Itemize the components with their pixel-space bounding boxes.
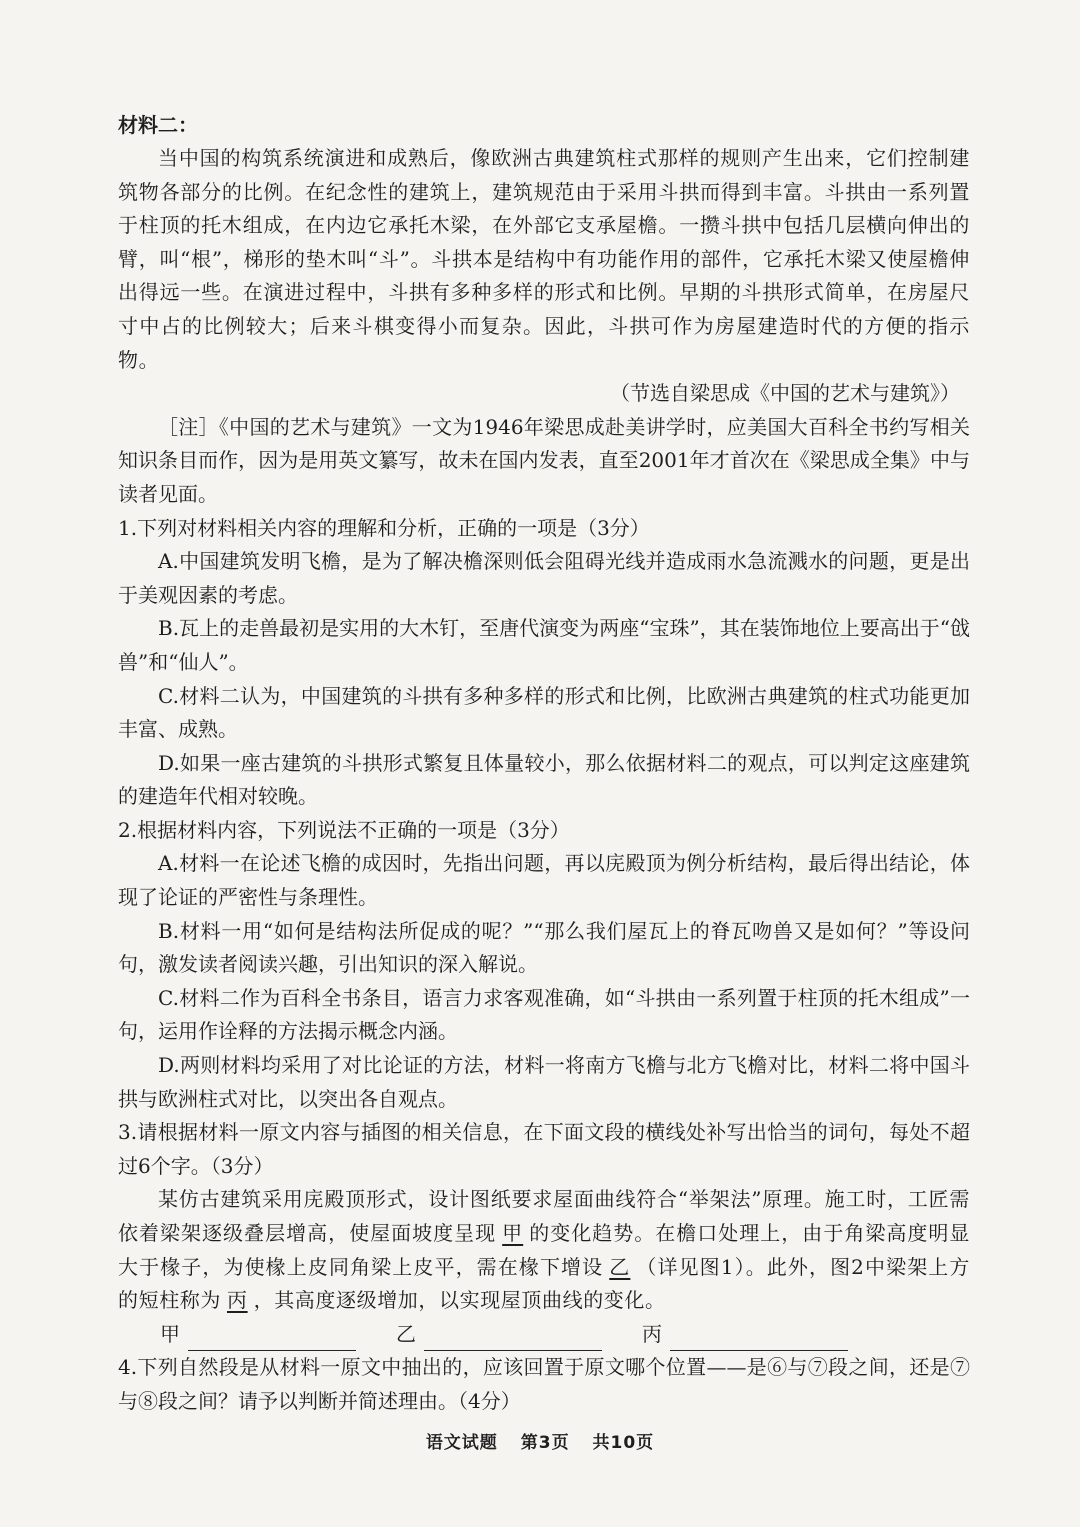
source-citation: （节选自梁思成《中国的艺术与建筑》） — [610, 381, 960, 406]
answer-label-yi: 乙 — [396, 1321, 416, 1346]
answer-label-bing: 丙 — [642, 1321, 662, 1346]
answer-lines — [118, 1318, 970, 1352]
answer-line-jia[interactable] — [188, 1326, 356, 1351]
question-2-stem: 2.根据材料内容，下列说法不正确的一项是（3分） — [118, 817, 570, 842]
answer-line-bing[interactable] — [670, 1326, 848, 1351]
passage-text-4: ，其高度逐级增加，以实现屋顶曲线的变化。 — [253, 1288, 666, 1313]
question-3-passage — [118, 1183, 970, 1317]
answer-jia — [160, 1318, 356, 1352]
footer-total: 共10页 — [592, 1433, 655, 1453]
answer-yi — [396, 1318, 602, 1352]
page-footer — [0, 1428, 1080, 1453]
answer-bing — [642, 1318, 848, 1352]
material-paragraph: 当中国的构筑系统演进和成熟后，像欧洲古典建筑柱式那样的规则产生出来，它们控制建筑物各部分的比例。在纪念性的建筑上，建筑规范由于采用斗拱而得到丰富。斗拱由一系列置于柱顶的托木组成，在内边它承托木梁，在外部它支承屋檐。一攒斗拱中包括几层横向伸出的臂，叫“根”，梯形的垫木叫“斗”。斗拱本是结构中有功能作用的部件，它承托木梁又使屋檐伸出得远一些。在演进过程中，斗拱有多种多样的形式和比例。早期的斗拱形式简单，在房屋尺寸中占的比例较大；后来斗棋变得小而复杂。因此，斗拱可作为房屋建造时代的方便的指示物。 — [118, 146, 970, 372]
question-1-option-d: D.如果一座古建筑的斗拱形式繁复且体量较小，那么依据材料二的观点，可以判定这座建筑的建造年代相对较晚。 — [118, 750, 970, 809]
question-1-stem: 1.下列对材料相关内容的理解和分析，正确的一项是（3分） — [118, 515, 650, 540]
answer-line-yi[interactable] — [424, 1326, 602, 1351]
question-3-stem: 3.请根据材料一原文内容与插图的相关信息，在下面文段的横线处补写出恰当的词句，每处不超过6个字。（3分） — [118, 1120, 970, 1178]
passage-text-2: 的变化趋势。在檐口处理上，由于角梁高度明显大于椽子，为使椽上皮同角梁上皮平，需在椽下增设 — [118, 1221, 970, 1279]
question-2-option-c: C.材料二作为百科全书条目，语言力求客观准确，如“斗拱由一系列置于柱顶的托木组成”一句，运用作诠释的方法揭示概念内涵。 — [118, 985, 970, 1044]
blank-bing: 丙 — [227, 1288, 248, 1313]
annotation-note: ［注］《中国的艺术与建筑》一文为1946年梁思成赴美讲学时，应美国大百科全书约写相关知识条目而作，因为是用英文纂写，故未在国内发表，直至2001年才首次在《梁思成全集》中与读者见面。 — [118, 414, 970, 506]
question-2-option-a: A.材料一在论述飞檐的成因时，先指出问题，再以庑殿顶为例分析结构，最后得出结论，体现了论证的严密性与条理性。 — [118, 851, 970, 910]
question-1-option-b: B.瓦上的走兽最初是实用的大木钉，至唐代演变为两座“宝珠”，其在装饰地位上要高出于“戗兽”和“仙人”。 — [118, 616, 970, 674]
blank-yi: 乙 — [609, 1254, 631, 1279]
material-heading: 材料二： — [118, 113, 198, 137]
question-2-option-b: B.材料一用“如何是结构法所促成的呢？”“那么我们屋瓦上的脊瓦吻兽又是如何？”等设问句，激发读者阅读兴趣，引出知识的深入解说。 — [118, 918, 970, 977]
answer-label-jia: 甲 — [160, 1321, 180, 1346]
passage-text-1: 某仿古建筑采用庑殿顶形式，设计图纸要求屋面曲线符合“举架法”原理。施工时，工匠需依着梁架逐级叠层增高，使屋面坡度呈现 — [118, 1187, 970, 1245]
question-4-stem: 4.下列自然段是从材料一原文中抽出的，应该回置于原文哪个位置——是⑥与⑦段之间，还是⑦与⑧段之间？请予以判断并简述理由。（4分） — [118, 1355, 970, 1413]
question-2-option-d: D.两则材料均采用了对比论证的方法，材料一将南方飞檐与北方飞檐对比，材料二将中国斗拱与欧洲柱式对比，以突出各自观点。 — [118, 1053, 970, 1111]
passage-text-3: （详见图1）。此外，图2中梁架上方的短柱称为 — [118, 1254, 970, 1313]
question-1-option-a: A.中国建筑发明飞檐，是为了解决檐深则低会阻碍光线并造成雨水急流溅水的问题，更是出于美观因素的考虑。 — [118, 549, 970, 607]
footer-page: 第3页 — [520, 1433, 570, 1453]
blank-jia: 甲 — [502, 1221, 524, 1245]
footer-subject: 语文试题 — [425, 1433, 498, 1453]
question-1-option-c: C.材料二认为，中国建筑的斗拱有多种多样的形式和比例，比欧洲古典建筑的柱式功能更加丰富、成熟。 — [118, 683, 970, 742]
